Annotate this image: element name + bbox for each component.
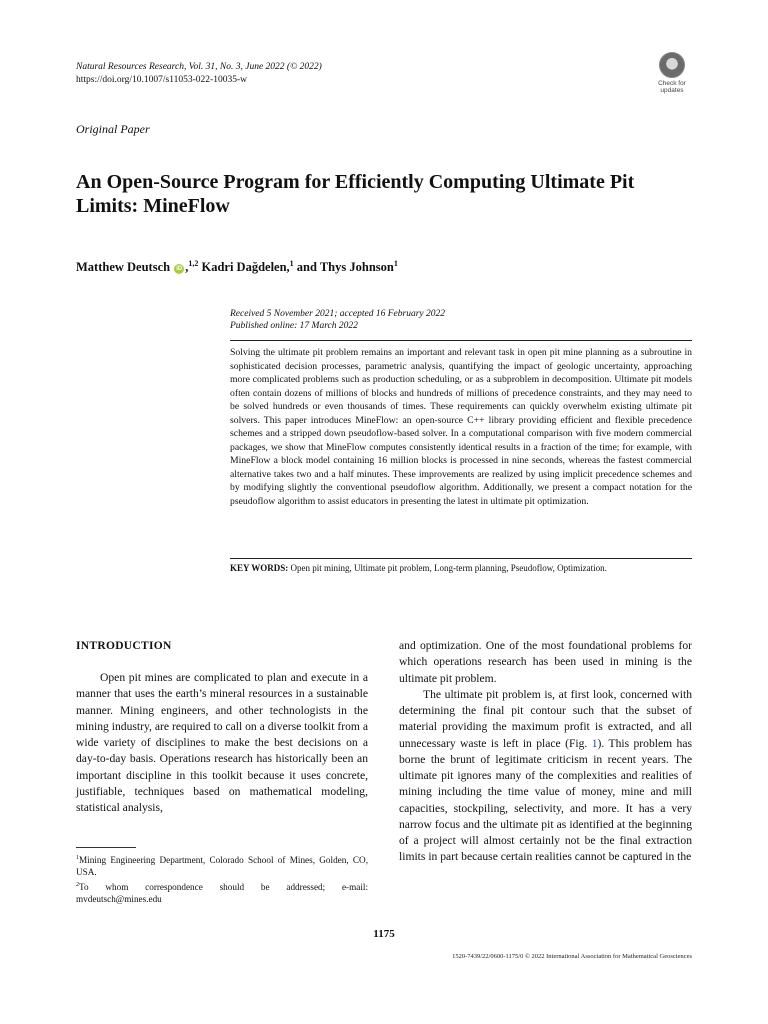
check-updates-label: Check for updates <box>658 80 686 94</box>
published-date: Published online: 17 March 2022 <box>230 321 358 331</box>
doi-link[interactable]: https://doi.org/10.1007/s11053-022-10035-w <box>76 75 247 85</box>
author-name: Matthew Deutsch <box>76 260 171 275</box>
paragraph-text: ). This problem has borne the brunt of legitimate criticism in recent years. The ultimate pit ignores many of the complexities and realities of mining including the time value of money, mine and mill capacities, stockpiling, selectivity, and more. It has a very narrow focus and the ultimate pit as identified at the beginning of a project will almost certainly not be the final extraction limits in part because certain realities cannot be captured in the <box>399 736 692 864</box>
footnotes <box>76 852 368 906</box>
author-affiliation: 1,2 <box>188 259 199 268</box>
keywords-text: Open pit mining, Ultimate pit problem, Long-term planning, Pseudoflow, Optimization. <box>290 563 607 573</box>
paragraph-text: The ultimate pit problem is, at first look, concerned with determining the final pit contour such that the subset of material providing the maximum profit is extracted, and all unnecessary waste is left in place (Fig. <box>399 687 692 750</box>
received-date: Received 5 November 2021; accepted 16 February 2022 <box>230 309 445 319</box>
author-affiliation: 1 <box>393 259 398 268</box>
abstract: Solving the ultimate pit problem remains an important and relevant task in open pit mine planning as a subroutine in sophisticated decision processes, parametric analysis, quantifying the impact of geologic uncertainty, approaching more complicated problems such as production scheduling, or as a subproblem in decomposition. Ultimate pit models often contain dozens of millions of blocks and hundreds of millions of precedence constraints, and they may need to be solved hundreds or even thousands of times. These requirements can quickly overwhelm existing ultimate pit solvers. This paper introduces MineFlow: an open-source C++ library providing efficient and flexible precedence schemes and a stripped down pseudoflow-based solver. In a computational comparison with five modern commercial packages, we show that MineFlow computes consistently identical results in a fraction of the time; for example, with MineFlow a block model containing 16 million blocks is processed in nine seconds, whereas the fastest commercial alternative takes two and a half minutes. These improvements are realized by using implicit precedence schemes and by modifying slightly the conventional pseudoflow algorithm. Additionally, we present a compact notation for the pseudoflow algorithm to assist educators in presenting the latest in ultimate pit optimization. <box>230 347 692 508</box>
article-type: Original Paper <box>76 122 150 136</box>
intro-left-column: Open pit mines are complicated to plan and execute in a manner that uses the earth’s mineral resources in a sustainable manner. Mining engineers, and other technologists in the mining industry, are required to call on a diverse toolkit from a wide variety of disciplines to make the best decisions on a day-to-day basis. Operations research has historically been an important discipline in this toolkit because it uses concrete, justifiable, techniques based on mathematical modeling, statistical analysis, <box>76 671 368 814</box>
page-number: 1175 <box>373 928 395 940</box>
figure-link[interactable]: 1 <box>591 736 598 750</box>
keywords <box>230 562 692 574</box>
abstract-bottom-rule <box>230 558 692 559</box>
paragraph: and optimization. One of the most foundational problems for which operations research has been used in mining is the ultimate pit problem. <box>399 639 692 685</box>
paper-title: An Open-Source Program for Efficiently Computing Ultimate Pit Limits: MineFlow <box>76 171 635 217</box>
abstract-top-rule <box>230 340 692 341</box>
author-affiliation: 1 <box>289 259 294 268</box>
footnote <box>76 879 368 906</box>
issn-line: 1520-7439/22/0600-1175/0 © 2022 International Association for Mathematical Geosciences <box>452 953 692 960</box>
intro-right-column <box>399 638 692 866</box>
footnote-text: To whom correspondence should be addressed; e-mail: mvdeutsch@mines.edu <box>76 881 368 905</box>
footnote-text: Mining Engineering Department, Colorado School of Mines, Golden, CO, USA. <box>76 855 368 878</box>
footnote-marker: 1 <box>76 855 79 861</box>
check-for-updates-badge[interactable] <box>654 52 690 94</box>
footnote <box>76 852 368 879</box>
author-list: Matthew Deutsch iD ,$^{1,2}$ Kadri Dağdelen,$^1$ and Thys Johnson$^1$ <box>76 259 398 275</box>
footnote-marker: 2 <box>76 881 79 888</box>
keywords-label: KEY WORDS: <box>230 563 289 573</box>
footnote-rule <box>76 847 136 848</box>
check-updates-icon <box>659 52 685 78</box>
section-heading: INTRODUCTION <box>76 640 172 652</box>
author-name: and Thys Johnson <box>296 260 394 275</box>
author-name: Kadri Dağdelen, <box>201 260 290 275</box>
journal-citation: Natural Resources Research, Vol. 31, No. 3, June 2022 (© 2022) <box>76 62 322 72</box>
paragraph <box>399 687 692 866</box>
article-dates <box>230 308 445 332</box>
orcid-icon[interactable]: iD <box>176 266 183 273</box>
